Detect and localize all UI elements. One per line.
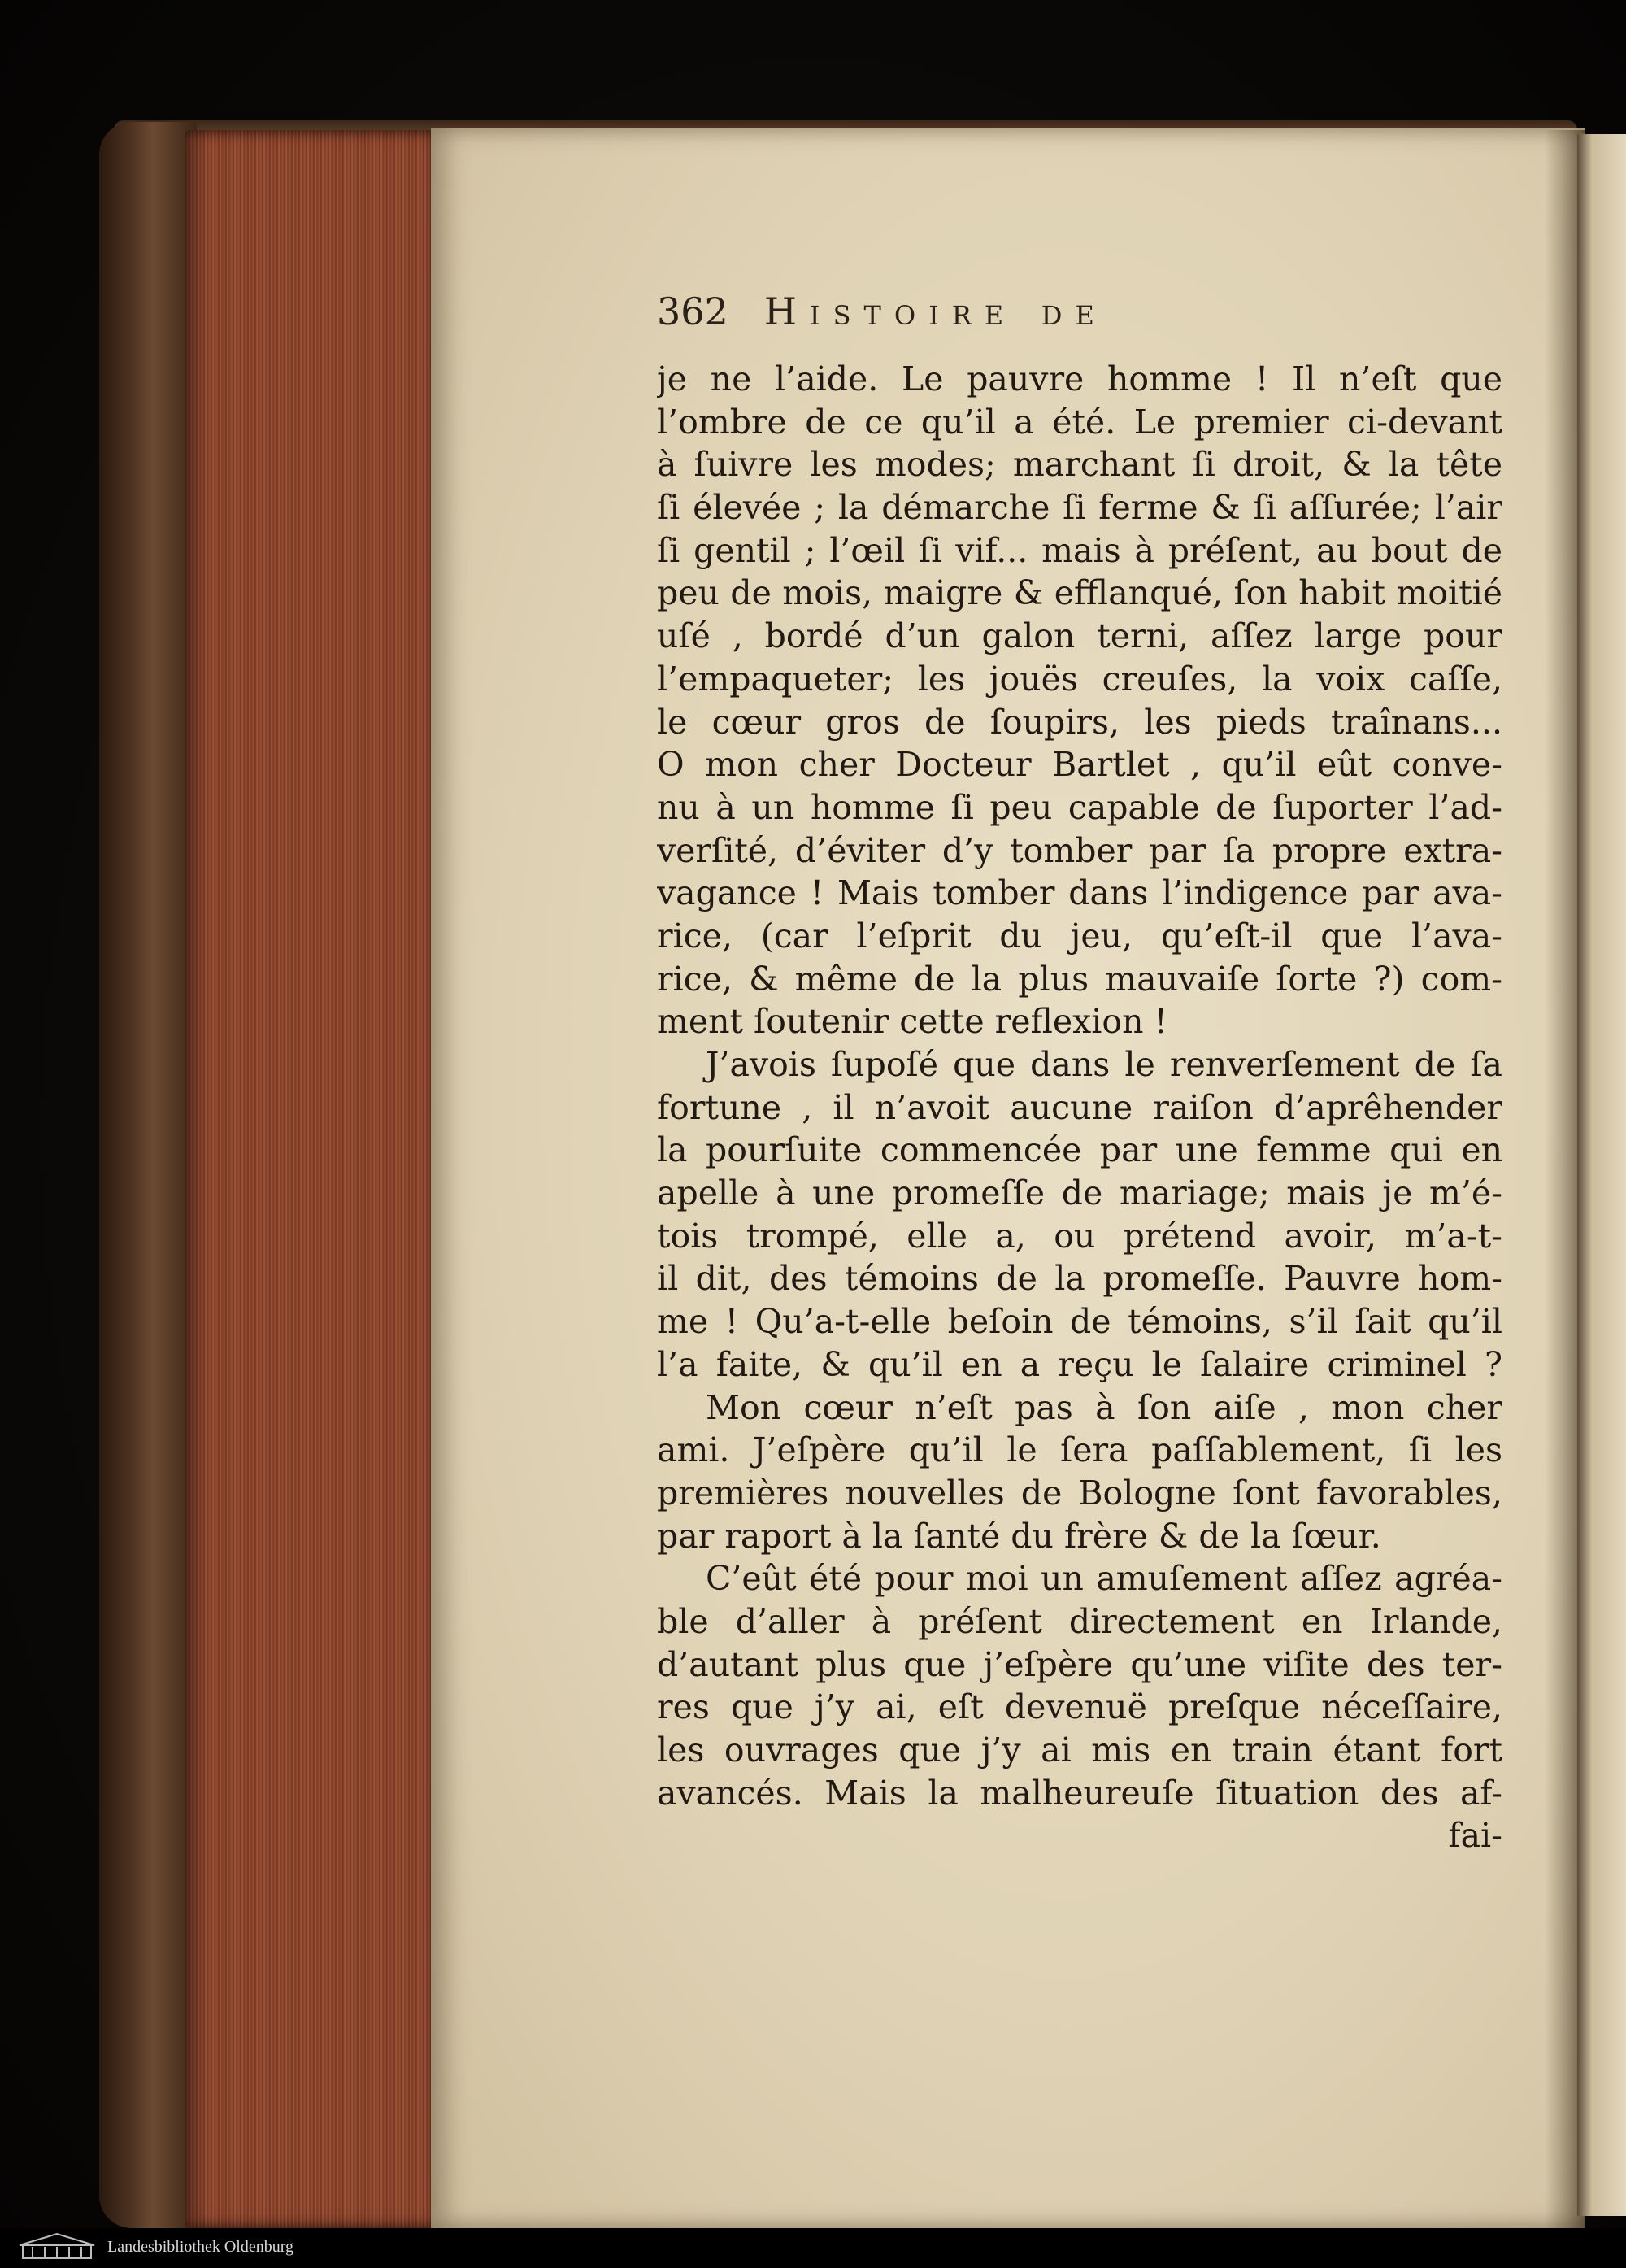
text-line: d’autant plus que j’eſpère qu’une viſite des ter- xyxy=(657,1644,1502,1684)
text-line: l’ombre de ce qu’il a été. Le premier ci-devant xyxy=(657,402,1502,442)
text-line: fortune , il n’avoit aucune raiſon d’aprêhender xyxy=(657,1087,1502,1127)
text-line: Mon cœur n’eſt pas à ſon aiſe , mon cher xyxy=(706,1387,1502,1427)
text-line: le cœur gros de ſoupirs, les pieds traînans... xyxy=(657,702,1502,742)
running-title: Histoire de xyxy=(763,289,1107,333)
text-line: vagance ! Mais tomber dans l’indigence par ava- xyxy=(657,873,1502,913)
text-line: la pourſuite commencée par une femme qui en xyxy=(657,1130,1502,1170)
text-line: ble d’aller à préſent directement en Irlande, xyxy=(657,1601,1502,1641)
text-line: peu de mois, maigre & efflanqué, ſon habit moitié xyxy=(657,573,1502,613)
text-line: res que j’y ai, eſt devenuë preſque néceſſaire, xyxy=(657,1687,1502,1727)
text-line: verſité, d’éviter d’y tomber par ſa propre extra- xyxy=(657,830,1502,870)
text-line: à ſuivre les modes; marchant ſi droit, & la tête xyxy=(657,445,1502,485)
text-line: rice, & même de la plus mauvaiſe ſorte ?) com- xyxy=(657,959,1502,999)
text-line: par raport à la ſanté du frère & de la ſœur. xyxy=(657,1516,1381,1556)
text-line: tois trompé, elle a, ou prétend avoir, m’a-t- xyxy=(657,1216,1502,1256)
text-line: fai- xyxy=(1448,1816,1502,1856)
text-line: nu à un homme ſi peu capable de ſuporter l’ad- xyxy=(657,787,1502,827)
text-line: C’eût été pour moi un amuſement aſſez agréa- xyxy=(706,1559,1502,1599)
text-line: uſé , bordé d’un galon terni, aſſez large pour xyxy=(657,616,1502,656)
text-line: apelle à une promeſſe de mariage; mais je m’é- xyxy=(657,1173,1502,1213)
text-line: il dit, des témoins de la promeſſe. Pauvre hom- xyxy=(657,1259,1502,1299)
text-line: ment ſoutenir cette reflexion ! xyxy=(657,1002,1167,1042)
library-building-icon xyxy=(16,2232,98,2261)
text-line: je ne l’aide. Le pauvre homme ! Il n’eſt que xyxy=(657,359,1502,398)
text-line: les ouvrages que j’y ai mis en train étant fort xyxy=(657,1730,1502,1770)
text-line: ami. J’eſpère qu’il le ſera paſſablement, ſi les xyxy=(657,1430,1502,1470)
running-head xyxy=(657,289,1511,346)
facing-page xyxy=(1577,134,1626,2216)
text-line: l’empaqueter; les jouës creuſes, la voix caſſe, xyxy=(657,659,1502,699)
text-line: premières nouvelles de Bologne ſont favorables, xyxy=(657,1473,1502,1513)
text-line: l’a faite, & qu’il en a reçu le ſalaire criminel ? xyxy=(657,1344,1502,1384)
text-line: avancés. Mais la malheureuſe ſituation des af- xyxy=(657,1773,1502,1813)
page-number: 362 xyxy=(657,289,728,333)
text-line: O mon cher Docteur Bartlet , qu’il eût conve- xyxy=(657,745,1502,785)
library-name: Landesbibliothek Oldenburg xyxy=(107,2238,294,2256)
text-line: me ! Qu’a-t-elle beſoin de témoins, s’il ſait qu’il xyxy=(657,1302,1502,1342)
text-line: ſi élevée ; la démarche ſi ferme & ſi aſſurée; l’air xyxy=(657,488,1502,528)
book-cover-left xyxy=(99,122,197,2228)
body-text xyxy=(657,358,1502,1857)
page-edges xyxy=(185,130,439,2228)
text-line: J’avois ſupoſé que dans le renverſement de ſa xyxy=(706,1045,1502,1084)
text-line: ſi gentil ; l’œil ſi vif... mais à préſent, au bout de xyxy=(657,530,1502,570)
text-line: rice, (car l’eſprit du jeu, qu’eſt-il que l’ava- xyxy=(657,916,1502,956)
